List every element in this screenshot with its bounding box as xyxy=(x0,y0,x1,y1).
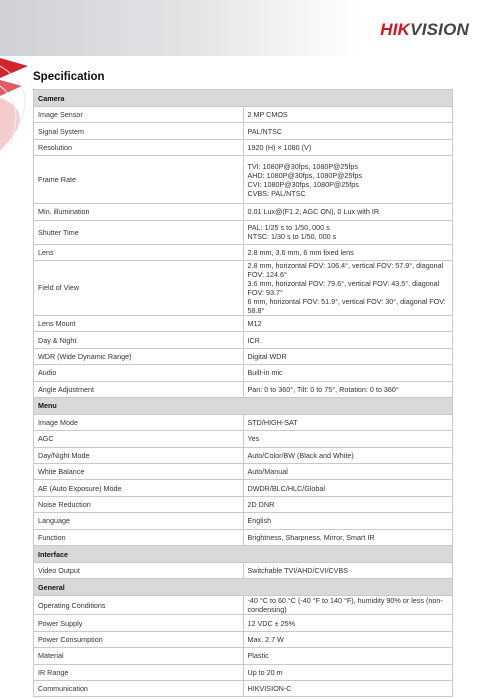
table-row xyxy=(34,596,453,615)
spec-value xyxy=(243,204,453,220)
spec-value-line: 3.6 mm, horizontal FOV: 79.6°, vertical FOV: 43.5°, diagonal FOV: 93.7° xyxy=(247,278,440,297)
spec-value xyxy=(243,615,453,631)
spec-value xyxy=(243,480,453,496)
table-row xyxy=(34,244,453,260)
table-row xyxy=(34,648,453,664)
spec-value xyxy=(243,631,453,647)
header-gradient xyxy=(0,0,360,56)
section-title: Menu xyxy=(34,397,453,414)
section-header xyxy=(34,90,453,107)
spec-key: Frame Rate xyxy=(34,156,244,204)
spec-value xyxy=(243,648,453,664)
header-bar xyxy=(0,0,495,56)
spec-key: Communication xyxy=(34,680,244,696)
spec-value xyxy=(243,496,453,512)
section-header xyxy=(34,546,453,563)
spec-value-line: Pan: 0 to 360°, Tilt: 0 to 75°, Rotation: 0 to 360° xyxy=(247,384,399,394)
section-header xyxy=(34,397,453,414)
spec-value xyxy=(243,680,453,696)
section-header xyxy=(34,579,453,596)
table-row xyxy=(34,156,453,204)
spec-key: WDR (Wide Dynamic Range) xyxy=(34,348,244,364)
page-title: Specification xyxy=(33,71,105,83)
spec-key: Angle Adjustment xyxy=(34,381,244,397)
section-title: Camera xyxy=(34,90,453,107)
spec-value xyxy=(243,348,453,364)
spec-value-line: Up to 20 m xyxy=(247,667,283,677)
spec-value-line: Yes xyxy=(247,434,260,444)
spec-value-line: PAL/NTSC xyxy=(247,126,283,136)
spec-value-line: 2 MP CMOS xyxy=(247,110,288,120)
spec-key: Signal System xyxy=(34,123,244,139)
table-row xyxy=(34,563,453,579)
spec-value xyxy=(243,107,453,123)
spec-value-line: Plastic xyxy=(247,651,269,661)
table-row xyxy=(34,260,453,315)
table-row xyxy=(34,332,453,348)
logo-text-gray: VISION xyxy=(410,20,469,39)
spec-value xyxy=(243,431,453,447)
table-row xyxy=(34,139,453,155)
spec-value xyxy=(243,123,453,139)
table-row xyxy=(34,315,453,331)
spec-value-line: Built-in mic xyxy=(247,368,283,378)
spec-value xyxy=(243,381,453,397)
spec-value-line: 0.01 Lux@(F1.2, AGC ON), 0 Lux with IR xyxy=(247,207,380,217)
spec-key: Power Supply xyxy=(34,615,244,631)
spec-value-line: Digital WDR xyxy=(247,351,287,361)
spec-value xyxy=(243,513,453,529)
spec-value xyxy=(243,139,453,155)
spec-value xyxy=(243,244,453,260)
spec-value-line: M12 xyxy=(247,319,262,329)
brand-logo xyxy=(380,20,469,40)
spec-key: Lens xyxy=(34,244,244,260)
table-row xyxy=(34,447,453,463)
table-row xyxy=(34,107,453,123)
spec-value-line: 2D DNR xyxy=(247,500,275,510)
spec-key: AGC xyxy=(34,431,244,447)
spec-value-line: 1920 (H) × 1080 (V) xyxy=(247,142,312,152)
spec-key: Noise Reduction xyxy=(34,496,244,512)
spec-key: Image Mode xyxy=(34,414,244,430)
spec-key: Min. illumination xyxy=(34,204,244,220)
table-row xyxy=(34,348,453,364)
spec-key: Image Sensor xyxy=(34,107,244,123)
spec-key: Resolution xyxy=(34,139,244,155)
spec-value-line: Auto/Manual xyxy=(247,467,288,477)
spec-value-line: Switchable TVI/AHD/CVI/CVBS xyxy=(247,566,349,576)
table-row xyxy=(34,513,453,529)
spec-value xyxy=(243,563,453,579)
spec-value-line: PAL: 1/25 s to 1/50, 000 s xyxy=(247,223,330,233)
spec-key: IR Range xyxy=(34,664,244,680)
table-row xyxy=(34,615,453,631)
spec-value-line: Max. 2.7 W xyxy=(247,635,284,644)
table-row xyxy=(34,414,453,430)
spec-value xyxy=(243,260,453,315)
spec-value-line: HIKVISION-C xyxy=(247,684,292,694)
specification-table xyxy=(33,89,453,697)
spec-value xyxy=(243,414,453,430)
spec-key: Material xyxy=(34,648,244,664)
spec-key: Language xyxy=(34,513,244,529)
spec-value xyxy=(243,447,453,463)
table-row xyxy=(34,529,453,545)
logo-text-red: HIK xyxy=(380,20,411,39)
spec-value-line: Brightness, Sharpness, Mirror, Smart IR xyxy=(247,532,375,542)
spec-value-line: 2.8 mm, horizontal FOV: 106.4°, vertical FOV: 57.9°, diagonal FOV: 124.6° xyxy=(247,260,444,279)
table-row xyxy=(34,464,453,480)
spec-key: Lens Mount xyxy=(34,315,244,331)
spec-value-line: TVI: 1080P@30fps, 1080P@25fps xyxy=(247,161,358,171)
table-row xyxy=(34,381,453,397)
spec-value-line: 2.8 mm, 3.6 mm, 6 mm fixed lens xyxy=(247,247,354,257)
spec-value xyxy=(243,332,453,348)
spec-value xyxy=(243,156,453,204)
spec-key: Operating Conditions xyxy=(34,596,244,615)
spec-key: Power Consumption xyxy=(34,631,244,647)
table-row xyxy=(34,431,453,447)
spec-value-line: AHD: 1080P@30fps, 1080P@25fps xyxy=(247,170,362,180)
spec-value-line: ICR xyxy=(247,335,260,345)
spec-value-line: 12 VDC ± 25% xyxy=(247,618,295,628)
spec-value-line: Auto/Color/BW (Black and White) xyxy=(247,450,354,460)
spec-value xyxy=(243,220,453,244)
table-row xyxy=(34,680,453,696)
spec-key: AE (Auto Exposure) Mode xyxy=(34,480,244,496)
spec-value-line: DWDR/BLC/HLC/Global xyxy=(247,483,325,493)
section-title: Interface xyxy=(34,546,453,563)
spec-value xyxy=(243,365,453,381)
spec-value-line: CVI: 1080P@30fps, 1080P@25fps xyxy=(247,179,359,189)
spec-value-line: STD/HIGH-SAT xyxy=(247,418,298,428)
spec-value-line: NTSC: 1/30 s to 1/50, 000 s xyxy=(247,232,337,242)
spec-value xyxy=(243,529,453,545)
spec-key: Field of View xyxy=(34,260,244,315)
spec-key: Audio xyxy=(34,365,244,381)
table-row xyxy=(34,631,453,647)
table-row xyxy=(34,123,453,139)
table-row xyxy=(34,664,453,680)
section-title: General xyxy=(34,579,453,596)
table-row xyxy=(34,204,453,220)
table-row xyxy=(34,496,453,512)
spec-key: Function xyxy=(34,529,244,545)
spec-value-line: CVBS: PAL/NTSC xyxy=(247,188,306,198)
spec-value xyxy=(243,596,453,615)
spec-key: Day & Night xyxy=(34,332,244,348)
spec-value xyxy=(243,664,453,680)
spec-key: Video Output xyxy=(34,563,244,579)
table-row xyxy=(34,480,453,496)
spec-value-line: English xyxy=(247,516,272,526)
spec-value-line: 6 mm, horizontal FOV: 51.9°, vertical FOV: 30°, diagonal FOV: 58.8° xyxy=(247,296,446,315)
spec-key: Shutter Time xyxy=(34,220,244,244)
spec-key: White Balance xyxy=(34,464,244,480)
table-row xyxy=(34,365,453,381)
spec-value-line: -40 °C to 60 °C (-40 °F to 140 °F), humidity 90% or less (non-condensing) xyxy=(247,596,443,615)
spec-value xyxy=(243,315,453,331)
spec-value xyxy=(243,464,453,480)
table-row xyxy=(34,220,453,244)
spec-key: Day/Night Mode xyxy=(34,447,244,463)
